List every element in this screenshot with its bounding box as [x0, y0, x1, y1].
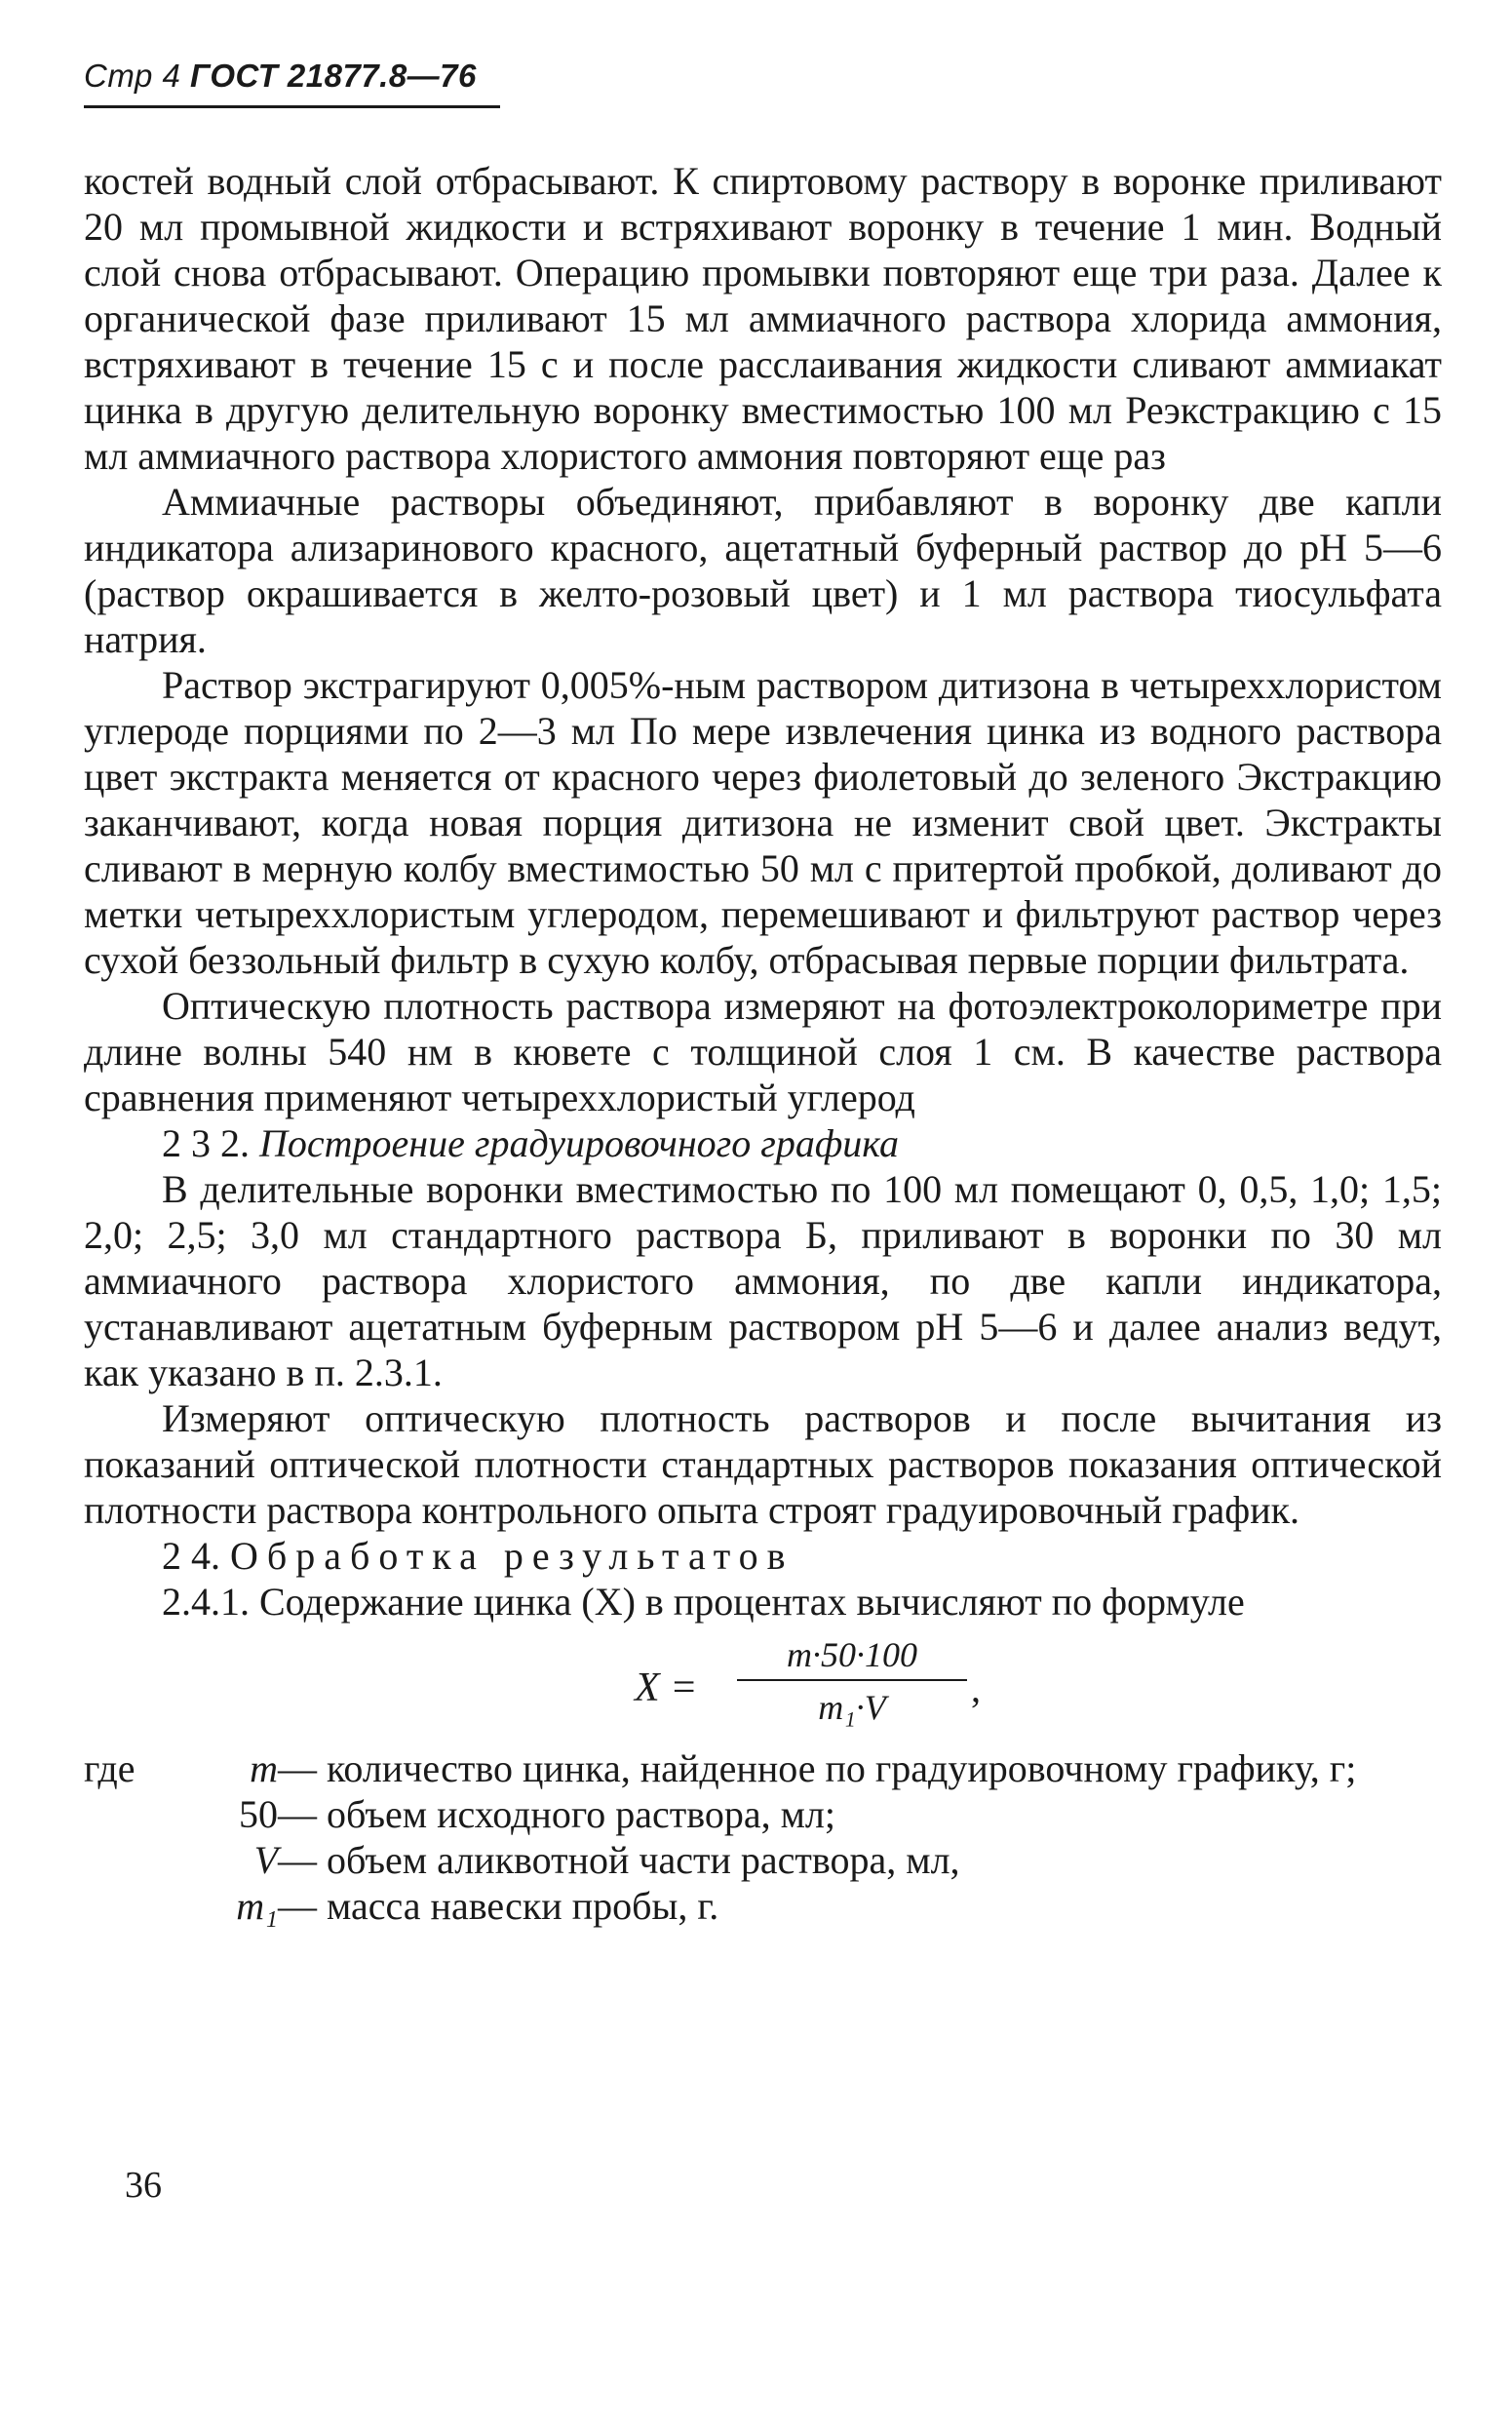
- section-number: 2 4.: [162, 1534, 220, 1578]
- paragraph-formula-intro: 2.4.1. Содержание цинка (X) в процентах вычисляют по формуле: [162, 1580, 1245, 1624]
- page-label: Стр 4: [84, 58, 181, 94]
- definition-symbol: V: [253, 1838, 278, 1882]
- definition-text: — масса навески пробы, г.: [278, 1884, 719, 1928]
- definition-symbol: 50: [239, 1792, 278, 1836]
- paragraph-optical-density: Оптическую плотность раствора измеряют на фотоэлектроколориметре при длине волны 540 нм в кювете с толщиной слоя 1 см. В качестве раствора сравнения применяют четыреххлористый углерод: [84, 984, 1442, 1119]
- definition-lead: где: [84, 1746, 136, 1790]
- definition-symbol: m₁: [236, 1884, 278, 1928]
- formula-denominator: m₁·V: [818, 1688, 886, 1727]
- definition-row: [84, 1837, 1442, 1883]
- definition-row: [84, 1791, 1442, 1837]
- definition-row: [84, 1883, 1442, 1929]
- header-rule: [84, 105, 500, 108]
- paragraph-extraction: Раствор экстрагируют 0,005%-ным раствором дитизона в четыреххлористом углероде порциями по 2—3 мл По мере извлечения цинка из водного раствора цвет экстракта меняется от красного через фиолетовый до зеленого Экстракцию заканчивают, когда новая порция дитизона не изменит свой цвет. Экстракты сливают в мерную колбу вместимостью 50 мл с притертой пробкой, доливают до метки четыреххлористым углеродом, перемешивают и фильтруют раствор через сухой беззольный фильтр в сухую колбу, отбрасывая первые порции фильтрата.: [84, 663, 1442, 982]
- section-title: Построение градуировочного графика: [259, 1121, 899, 1165]
- paragraph-ammonia: Аммиачные растворы объединяют, прибавляют в воронку две капли индикатора ализаринового красного, ацетатный буферный раствор до рН 5—6 (раствор окрашивается в желто-розовый цвет) и 1 мл раствора тиосульфата натрия.: [84, 480, 1442, 661]
- definition-text: — объем исходного раствора, мл;: [278, 1792, 835, 1836]
- definition-lead: [84, 1837, 168, 1883]
- page-number: 36: [125, 2165, 162, 2206]
- formula-lhs: X =: [635, 1665, 698, 1710]
- section-number: 2 3 2.: [162, 1121, 250, 1165]
- paragraph-continuation: костей водный слой отбрасывают. К спиртовому раствору в воронке приливают 20 мл промывной жидкости и встряхивают воронку в течение 1 мин. Водный слой снова отбрасывают. Операцию промывки повторяют еще три раза. Далее к органической фазе приливают 15 мл аммиачного раствора хлорида аммония, встряхивают в течение 15 с и после расслаивания жидкости сливают аммиакат цинка в другую делительную воронку вместимостью 100 мл Реэкстракцию с 15 мл аммиачного раствора хлористого аммония повторяют еще раз: [84, 159, 1442, 478]
- formula-fraction: [737, 1632, 967, 1730]
- formula-numerator: m·50·100: [787, 1635, 917, 1674]
- definition-symbol: m: [250, 1746, 278, 1790]
- zinc-content-formula: [84, 1632, 1442, 1740]
- standard-number: ГОСТ 21877.8—76: [190, 58, 477, 94]
- definition-lead: [84, 1883, 168, 1929]
- document-body: [84, 158, 1442, 1929]
- section-heading-2-3-2: [84, 1120, 1442, 1166]
- paragraph-calibration-procedure: В делительные воронки вместимостью по 100 мл помещают 0, 0,5, 1,0; 1,5; 2,0; 2,5; 3,0 мл стандартного раствора Б, приливают в воронки по 30 мл аммиачного раствора хлористого аммония, по две капли индикатора, устанавливают ацетатным буферным раствором рН 5—6 и далее анализ ведут, как указано в п. 2.3.1.: [84, 1167, 1442, 1394]
- definition-text: — количество цинка, найденное по градуировочному графику, г;: [278, 1746, 1357, 1790]
- paragraph-calibration-graph: Измеряют оптическую плотность растворов и после вычитания из показаний оптической плотности стандартных растворов показания оптической плотности раствора контрольного опыта строят градуировочный график.: [84, 1396, 1442, 1532]
- page-header: [84, 57, 477, 96]
- fraction-bar: [737, 1679, 967, 1681]
- section-title: Обработка результатов: [230, 1534, 795, 1578]
- definition-text: — объем аликвотной части раствора, мл,: [278, 1838, 960, 1882]
- formula-comma: ,: [971, 1666, 981, 1710]
- section-heading-2-4: [84, 1533, 1442, 1579]
- formula-definitions: [84, 1745, 1442, 1929]
- definition-lead: [84, 1791, 168, 1837]
- definition-row: [84, 1745, 1442, 1791]
